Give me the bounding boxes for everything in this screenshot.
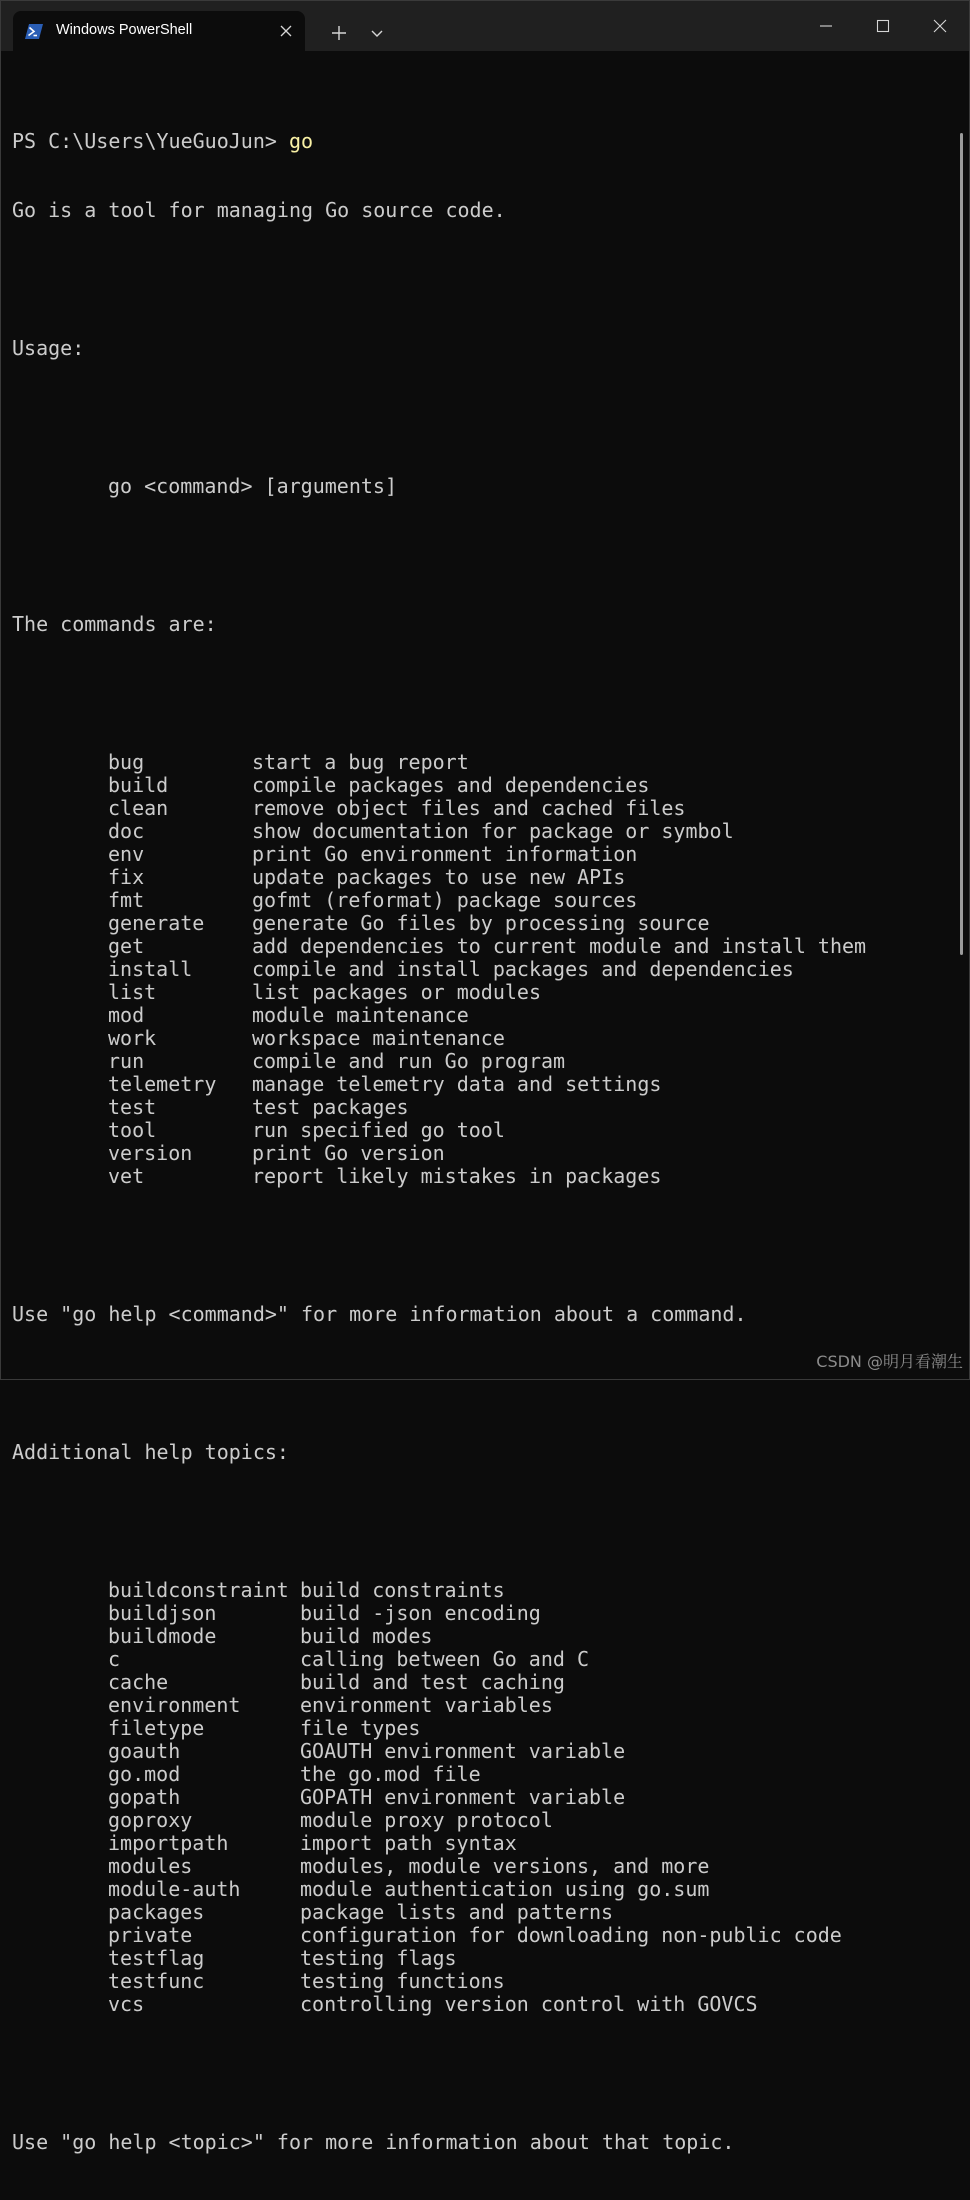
command-row: [12, 1119, 952, 1142]
command-row: [12, 889, 952, 912]
topic-row-desc: import path syntax: [300, 1831, 517, 1855]
typed-command: go: [288, 129, 314, 153]
command-row: [12, 981, 952, 1004]
topic-row-desc: build -json encoding: [300, 1601, 541, 1625]
command-row-name: generate: [108, 911, 205, 935]
commands-list: [12, 751, 952, 1188]
title-bar[interactable]: [1, 1, 969, 51]
topic-row-desc: module authentication using go.sum: [300, 1877, 710, 1901]
topic-row-name: go.mod: [108, 1762, 181, 1786]
command-row-name: fmt: [108, 888, 145, 912]
topic-row-name: vcs: [108, 1992, 145, 2016]
command-row: [12, 935, 952, 958]
topic-row-desc: configuration for downloading non-public code: [300, 1923, 842, 1947]
command-row-name: run: [108, 1049, 145, 1073]
topic-row-name: buildjson: [108, 1601, 217, 1625]
topic-row-desc: file types: [300, 1716, 421, 1740]
watermark: CSDN @明月看潮生: [816, 1352, 963, 1371]
close-icon: [933, 19, 947, 33]
command-row: [12, 866, 952, 889]
topic-row-name: c: [108, 1647, 121, 1671]
topic-row-desc: testing functions: [300, 1969, 505, 1993]
command-row-name: version: [108, 1141, 193, 1165]
topic-row-name: private: [108, 1923, 193, 1947]
command-row-name: env: [108, 842, 145, 866]
topic-row-name: testflag: [108, 1946, 205, 1970]
command-row-name: vet: [108, 1164, 145, 1188]
prompt-line: [12, 130, 952, 153]
command-row: [12, 1073, 952, 1096]
topic-row-desc: build constraints: [300, 1578, 505, 1602]
command-row: [12, 1004, 952, 1027]
maximize-icon: [876, 19, 890, 33]
command-row-desc: compile packages and dependencies: [252, 773, 650, 797]
command-row-name: tool: [108, 1118, 157, 1142]
topic-row-desc: package lists and patterns: [300, 1900, 614, 1924]
command-row-desc: gofmt (reformat) package sources: [252, 888, 638, 912]
topic-row: [12, 1901, 952, 1924]
topic-row: [12, 1855, 952, 1878]
minimize-icon: [819, 19, 833, 33]
command-row: [12, 820, 952, 843]
command-row-name: bug: [108, 750, 145, 774]
commands-footer: Use "go help <command>" for more information about a command.: [12, 1302, 747, 1326]
topic-row-desc: environment variables: [300, 1693, 553, 1717]
powershell-icon: [25, 24, 43, 39]
command-row: [12, 797, 952, 820]
command-row: [12, 751, 952, 774]
command-row-name: telemetry: [108, 1072, 217, 1096]
topic-row-name: buildconstraint: [108, 1578, 289, 1602]
command-row-desc: compile and install packages and dependencies: [252, 957, 794, 981]
topic-row-desc: module proxy protocol: [300, 1808, 553, 1832]
command-row-desc: show documentation for package or symbol: [252, 819, 734, 843]
command-row: [12, 1142, 952, 1165]
topic-row: [12, 1717, 952, 1740]
topic-row-desc: testing flags: [300, 1946, 457, 1970]
tab-windows-powershell[interactable]: [13, 11, 305, 51]
topic-row: [12, 1671, 952, 1694]
topic-row-name: cache: [108, 1670, 169, 1694]
topic-row-desc: GOAUTH environment variable: [300, 1739, 626, 1763]
topic-row-name: packages: [108, 1900, 205, 1924]
topic-row-name: goproxy: [108, 1808, 193, 1832]
topic-row-name: goauth: [108, 1739, 181, 1763]
topic-row-desc: GOPATH environment variable: [300, 1785, 626, 1809]
command-row: [12, 912, 952, 935]
command-row-name: fix: [108, 865, 145, 889]
command-row-desc: update packages to use new APIs: [252, 865, 626, 889]
command-row-name: list: [108, 980, 157, 1004]
topic-row: [12, 1579, 952, 1602]
topic-row: [12, 1625, 952, 1648]
topic-row-name: environment: [108, 1693, 241, 1717]
command-row-desc: start a bug report: [252, 750, 469, 774]
topic-row-desc: controlling version control with GOVCS: [300, 1992, 758, 2016]
command-row-desc: remove object files and cached files: [252, 796, 686, 820]
command-row-name: doc: [108, 819, 145, 843]
prompt: PS C:\Users\YueGuoJun>: [12, 129, 289, 153]
topic-row: [12, 1993, 952, 2016]
topic-row: [12, 1832, 952, 1855]
command-row-desc: manage telemetry data and settings: [252, 1072, 662, 1096]
scrollbar-thumb[interactable]: [960, 133, 963, 955]
topic-row-desc: modules, module versions, and more: [300, 1854, 710, 1878]
command-row-desc: report likely mistakes in packages: [252, 1164, 662, 1188]
close-window-button[interactable]: [911, 1, 969, 51]
topic-row: [12, 1924, 952, 1947]
topic-row: [12, 1648, 952, 1671]
command-row-name: mod: [108, 1003, 145, 1027]
intro-line: Go is a tool for managing Go source code.: [12, 198, 506, 222]
topic-row: [12, 1740, 952, 1763]
topic-row-name: importpath: [108, 1831, 229, 1855]
topic-row: [12, 1763, 952, 1786]
topic-row-desc: calling between Go and C: [300, 1647, 589, 1671]
usage-label: Usage:: [12, 336, 85, 360]
topic-row-name: gopath: [108, 1785, 181, 1809]
topics-list: [12, 1579, 952, 2016]
command-row-desc: print Go environment information: [252, 842, 638, 866]
command-row-name: work: [108, 1026, 157, 1050]
topic-row: [12, 1786, 952, 1809]
topic-row-desc: the go.mod file: [300, 1762, 481, 1786]
terminal-output[interactable]: [12, 84, 952, 2200]
command-row-name: build: [108, 773, 169, 797]
command-row-desc: generate Go files by processing source: [252, 911, 710, 935]
command-row: [12, 1165, 952, 1188]
topic-row-name: modules: [108, 1854, 193, 1878]
topic-row-name: buildmode: [108, 1624, 217, 1648]
commands-label: The commands are:: [12, 612, 217, 636]
command-row-desc: run specified go tool: [252, 1118, 505, 1142]
command-row: [12, 1027, 952, 1050]
command-row-desc: module maintenance: [252, 1003, 469, 1027]
topic-row: [12, 1947, 952, 1970]
command-row-name: install: [108, 957, 193, 981]
command-row: [12, 1050, 952, 1073]
topic-row: [12, 1694, 952, 1717]
command-row-desc: add dependencies to current module and install them: [252, 934, 867, 958]
topic-row-name: testfunc: [108, 1969, 205, 1993]
command-row: [12, 843, 952, 866]
chevron-down-icon[interactable]: [363, 19, 391, 47]
command-row-name: clean: [108, 796, 169, 820]
topic-row: [12, 1809, 952, 1832]
command-row-desc: print Go version: [252, 1141, 445, 1165]
topic-row: [12, 1970, 952, 1993]
command-row-desc: workspace maintenance: [252, 1026, 505, 1050]
command-row-desc: list packages or modules: [252, 980, 541, 1004]
usage-line: go <command> [arguments]: [108, 474, 397, 498]
topic-row-name: module-auth: [108, 1877, 241, 1901]
minimize-button[interactable]: [797, 1, 855, 51]
command-row: [12, 1096, 952, 1119]
maximize-button[interactable]: [854, 1, 912, 51]
new-tab-plus-icon[interactable]: [323, 19, 355, 47]
command-row-name: get: [108, 934, 145, 958]
topic-row-desc: build and test caching: [300, 1670, 565, 1694]
topic-row-desc: build modes: [300, 1624, 433, 1648]
topic-row-name: filetype: [108, 1716, 205, 1740]
topic-row: [12, 1602, 952, 1625]
tab-title: Windows PowerShell: [56, 22, 193, 38]
topics-label: Additional help topics:: [12, 1440, 289, 1464]
command-row: [12, 774, 952, 797]
close-tab-icon[interactable]: [277, 22, 295, 40]
command-row-desc: test packages: [252, 1095, 409, 1119]
command-row-desc: compile and run Go program: [252, 1049, 566, 1073]
topics-footer: Use "go help <topic>" for more information about that topic.: [12, 2130, 735, 2154]
command-row: [12, 958, 952, 981]
command-row-name: test: [108, 1095, 157, 1119]
topic-row: [12, 1878, 952, 1901]
